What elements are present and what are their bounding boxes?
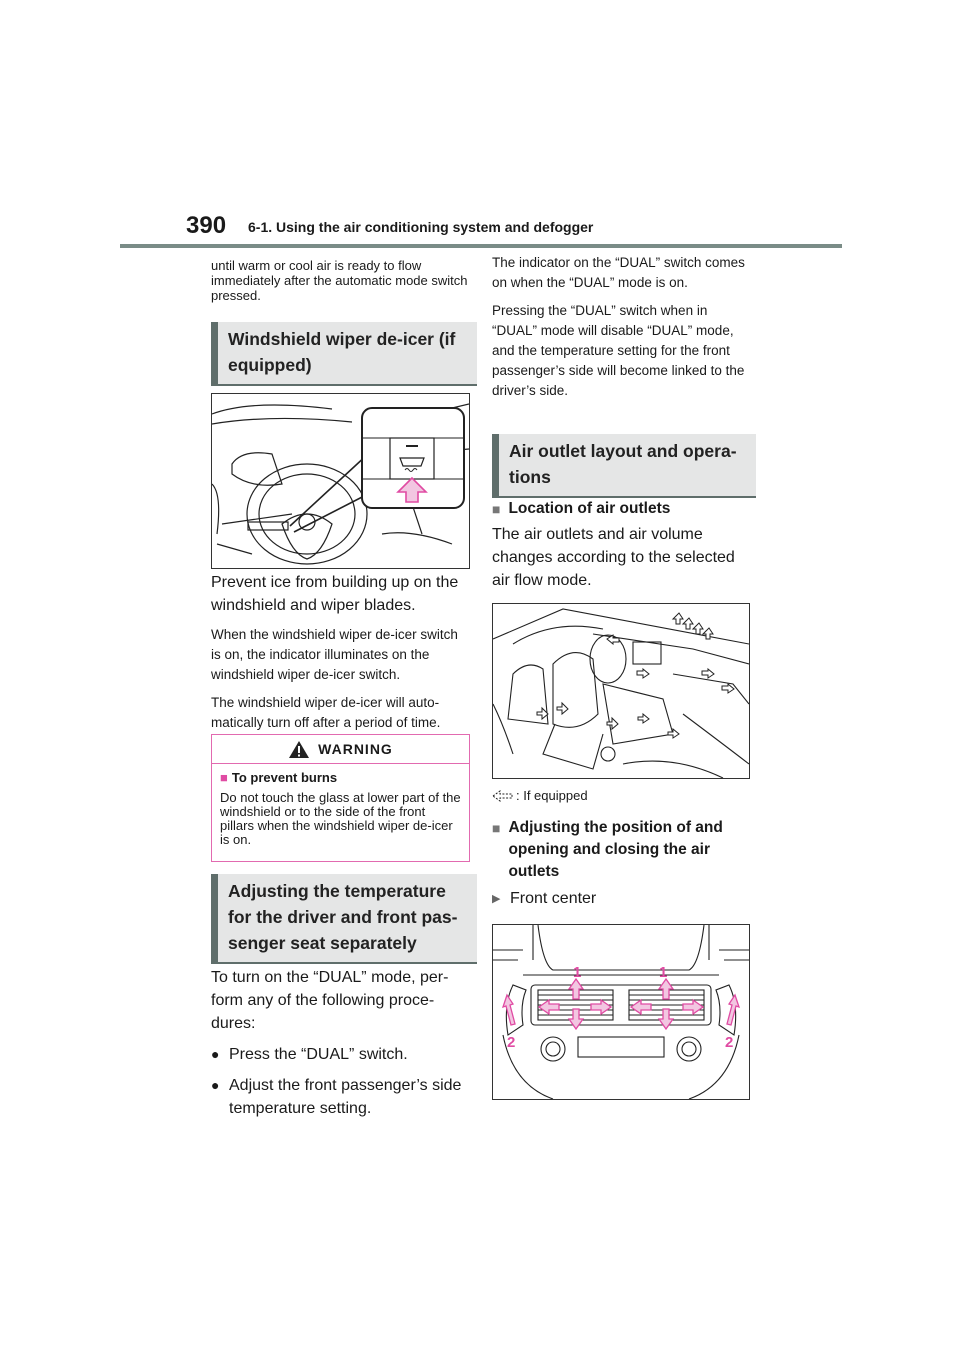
warning-icon (288, 740, 310, 759)
heading-deicer: Windshield wiper de-icer (if equipped) (211, 322, 477, 386)
callout-1-left: 1 (573, 964, 582, 981)
location-text-block (492, 523, 750, 600)
bullet-dot-icon: ● (211, 1046, 220, 1062)
warning-title: WARNING (318, 741, 393, 757)
front-center-figure (492, 924, 750, 1100)
legend (492, 788, 588, 803)
warning-text: Do not touch the glass at lower part of the windshield or to the side of the front pillars when the windshield wiper de-icer is on. (220, 790, 461, 847)
callout-2-right: 2 (725, 1034, 734, 1051)
callout-2-left: 2 (507, 1034, 516, 1051)
sub-location: ■ Location of air outlets (492, 498, 750, 520)
dual-intro: To turn on the “DUAL” mode, per-form any of the following proce-dures: (211, 969, 449, 1032)
warning-subtitle: ■ To prevent burns (220, 770, 338, 785)
dual-bullet-2: ● Adjust the front passenger’s side temperature setting. (211, 1074, 471, 1120)
front-center-item: ▶ Front center (492, 888, 596, 910)
air-outlet-figure (492, 603, 750, 779)
warning-header (212, 735, 469, 764)
warning-box (211, 734, 470, 862)
deicer-para3: The windshield wiper de-icer will auto-matically turn off after a period of time. (211, 695, 441, 730)
callout-1-right: 1 (659, 964, 668, 981)
dual-bullet-1: ● Press the “DUAL” switch. (211, 1043, 471, 1066)
intro-text: until warm or cool air is ready to flow immediately after the automatic mode switch pressed. (211, 258, 468, 303)
cabin-illustration (493, 604, 749, 778)
deicer-figure (211, 393, 470, 569)
sub-adjust: ■ Adjusting the position of and opening and closing the air outlets (492, 817, 750, 883)
heading-outlet: Air outlet layout and opera-tions (492, 434, 756, 498)
square-bullet-icon: ■ (492, 501, 501, 517)
dashed-arrow-icon (492, 790, 514, 802)
heading-dual: Adjusting the temperature for the driver and front pas-senger seat separately (211, 874, 477, 964)
location-text: The air outlets and air volume changes according to the selected air flow mode. (492, 526, 735, 589)
deicer-text (211, 571, 471, 741)
header-rule (120, 244, 842, 248)
page-number: 390 (186, 212, 227, 239)
square-bullet-icon: ■ (492, 820, 501, 836)
center-vents-illustration (493, 925, 749, 1099)
dashboard-illustration (212, 394, 469, 568)
triangle-bullet-icon: ▶ (492, 893, 501, 905)
dual-para2: Pressing the “DUAL” switch when in “DUAL” mode will disable “DUAL” mode, and the temperature setting for the front passenger’s side will become linked to the driver’s side. (492, 303, 745, 398)
left-column (211, 258, 471, 303)
right-column-top (492, 253, 748, 409)
deicer-para1: Prevent ice from building up on the windshield and wiper blades. (211, 574, 459, 614)
dual-text (211, 966, 471, 1128)
bullet-dot-icon: ● (211, 1077, 220, 1093)
legend-text: : If equipped (516, 788, 588, 803)
deicer-para2: When the windshield wiper de-icer switch is on, the indicator illuminates on the windshield wiper de-icer switch. (211, 627, 458, 682)
dual-para1: The indicator on the “DUAL” switch comes on when the “DUAL” mode is on. (492, 255, 745, 290)
square-bullet-icon: ■ (220, 770, 228, 785)
chapter-title: 6-1. Using the air conditioning system and defogger (248, 219, 594, 235)
